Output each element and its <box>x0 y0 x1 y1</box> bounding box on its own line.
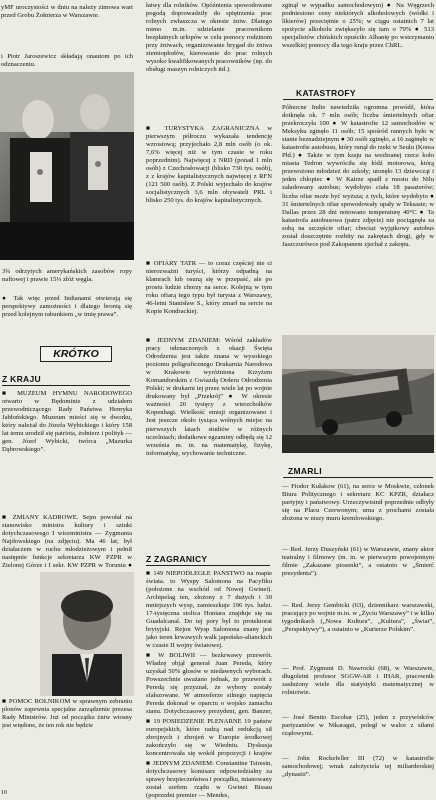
section-z-zagranicy: Z ZAGRANICY <box>146 554 208 564</box>
col2-item-posiedzenie: ■ 19 POSIEDZENIE PLENARNE 19 państw europejskich, które radzą nad redukcją sił zbrojnych i zbrojeń w Europie środkowej zakończyło się w Wiedniu. Dyskusja koncentrowała się wokół propozycji i krajów <box>146 718 272 758</box>
col3-zmarli-4: — Prof. Zygmunt D. Nawrocki (68), w Warszawie, długoletni profesor SGGW-AR i IHAR, pracownik zasłużony wiele dla statystyki matematycznej w rolnictwie. <box>282 665 434 697</box>
rule-z-zagranicy <box>146 565 270 566</box>
col2-item-boliwia: ■ W BOLIWII — bezkrwawy przewrót. Władzę objął generał Juan Pereda, który uzyskał 50% głosów w niedawnych wyborach. Powszechnie uważano jednak, że przewrót z Peredą się przyznał, że wybory zostały sfałszowane. W atmosferze silnego napięcia Pereda dokonał w oparciu o wojsko zamachu stanu. Dotychczasowy prezydent, gen. Banzer, <box>146 652 272 716</box>
krotko-box <box>40 346 112 362</box>
section-katastrofy: KATASTROFY <box>296 88 356 98</box>
col2-item-jednym2: ■ JEDNYM ZDANIEM: Constantine Tsiresin, dotychczasowy komisarz odpowiedzialny za sprawy bezpieczeństwa i porządku, mianowany został szefem rządu w Gwinei Bissau (poprzedni premier — Mendes, <box>146 760 272 800</box>
col2-top: łatwy dla rolników. Opóźnienia spowodowane pogodą doprowadziły do spiętrzenia prac rolnych zwłaszcza w okresie żniw. Dlatego mimo m.in. udzielanie pracownikom bezpłatnych urlopów w celu pomocy rodzinom przy żniwach, organizowanie brygad do żniwa ziemiopłodów, kierowanie do prac rolnych wysoko kwalifikowanych pracowników (np. do obsługi maszyn rolniczych itd.). <box>146 2 272 74</box>
col3-zmarli-2: — Red. Jerzy Duszyński (61) w Warszawie, znany aktor teatralny i filmowy (m. in. w pierwszym powojennym filmie „Zakazane piosenki”, a ostatnio w „Śmierć prezydenta”). <box>282 546 434 578</box>
col3-katastrofy-text: Północne Indie nawiedziła ogromna powódź, która dotknęła ok. 7 mln osób; liczba śmiertelnych ofiar przekroczyła 100 ● W katastrofie 12 samochodów w Meksyku zginęło 11 osób; 15 spośród rannych było w stanie beznadziejnym ● 30 osób zginęło, a 16 zaginęło w katastrofie autobusu, który runął do rzeki w Seulu (Korea Płd.) ● Także w tym kraju na wezbranej rzece koło miasta Tedron wywróciła się łódź motorowa, którą przewożono młodzież do szkoły; utonęło 13 dziewcząt i jeden chłopiec ● W Kairze spadł z mostu do Nilu załadowany autobus; wydobyto ciała 18 pasażerów; liczba ofiar może być wyższa; z tych, które wydobyto ● 31 śmiertelnych ofiar spowodowały upały w Teksasie; w Dallas przez 28 dni notowano temperaturę 40°C ● Ta katastrofa autobusowa (patrz zdjęcie) nie pociągnęła za sobą na szczęście ofiar; chociaż wyjątkowy autobus został doszczętnie rozbity na zakrętach drogi, gdy w Jaszczurówce pod Zakopanem zjechał z zakrętu. <box>282 104 434 248</box>
photo-caption: i Piotr Jaroszewicz składają onautom po ich odznaczeniu. <box>1 53 133 69</box>
photo-ceremony <box>0 72 134 260</box>
col2-item-turystyka: ■ TURYSTYKA ZAGRANICZNA w pierwszym półroczu wykazała tendencję wzrostową; przyjechało 2,8 mln osób (o ok. 7,6% więcej niż w tym czasie w roku poprzednim). Najwięcej z NRD (ponad 1 mln osób) z Czechosłowacji (blisko 730 tys. osób), z z krajów kapitalistycznych najwięcej z RFN (121 500 osób). Z Polski wyjechało do krajów socjalistycznych 3,6 mln obywateli PRL i blisko 250 tys. do krajów kapitalistycznych. <box>146 125 272 205</box>
col1-para3: ● Tak więc przed Indianami otwierają się perspektywy zamożności i dlatego bronią się przed kolejnym rabunkiem „w imię prawa”. <box>2 295 132 319</box>
col3-zmarli-3: — Red. Jerzy Gembicki (63), dziennikarz warszawski, pracujący po wojnie m.in. w „Życiu Warszawy” i w kilku tygodnikach („Nowa Kultura”, „Kultura”, „Świat”, „Perspektywy”), a ostatnio w „Kurierze Polskim”. <box>282 602 434 634</box>
photo-ceremony-image <box>0 72 134 260</box>
col1-intro: yMF uroczystości w dniu na należy zimowa wart przed Grobu Żołnierza w Warszawie. <box>1 4 133 20</box>
col1-para2: 3¾ odrzytych amerykańskich zasobów ropy naftowej i prawie 15⅓ złóż węgla. <box>2 268 132 284</box>
photo-bus-accident <box>282 335 434 453</box>
col2-item-wyspy: ■ 149 NIEPODLEGŁE PAŃSTWO na mapie świata. to Wyspy Salomona na Pacyfiku (położone na wschód od Nowej Gwinei). Archipelag ten, złożony z 7 dużych i 30 mniejszych wysp, zamieszkuje 196 tys. ludzi. 17-tysięczna stolica Honiara znajduje się na Guadalcanal. Do tej pory był to protektorat brytyjski. Rejon Wysp Salomona znany jest jako teren krwawych walk japońsko-alianckich w czasie II wojny światowej. <box>146 570 272 650</box>
col1-item-zmiany-a: ■ ZMIANY KADROWE. Sejm powołał na stanowisko ministra kultury i sztuki dotychczasowego I wiceministra — Zygmunta Najdowskiego (na zdjęciu). Ma 46 lat; był działaczem w ruchu młodzieżowym i pełnił następnie funkcje sekretarza KW PZPR w Zielonej Górze i I sekr. KW PZPR w Toruniu ● <box>2 514 132 570</box>
rule-katastrofy <box>283 99 433 100</box>
col1-item-zmiany-b: ■ POMOC ROLNIKOM w sprawnym zebraniu plonów zapewnia specjalne zarządzenie prezesa Rady Ministrów. Już od początku żniw wiosny jest więdone, że ten rok nie będzie <box>2 698 132 730</box>
col1-item-muzeum: ■ MUZEUM HYMNU NARODOWEGO otwarto w Będominie z udziałem przewodniczącego Rady Państwa Henryka Jabłońskiego. Muzeum mieści się w dworku, który należał do Józefa Wybickiego i który 158 lat temu urodził się patriota, żołnierz i polityk — gen. Józef Wybicki, twórca „Mazurka Dąbrowskiego”. <box>2 390 132 454</box>
rule-zmarli <box>283 477 433 478</box>
krotko-title: KRÓTKO <box>53 348 99 360</box>
col3-top: zginął w wypadku samochodowym) ● Na Węgrzech podniesiono ceny niektórych alkoholowych (wódki i likierów) przeciętnie o 25%; w ciągu ostatnich 7 lat spożycie alkoholu zwiększyło się tam o 79% ● 513 specjalistów chińskich opuściło Albanię po wstrzymaniu wszelkiej pomocy dla tego kraju przez ChRL. <box>282 2 434 50</box>
section-zmarli: ZMARLI <box>288 466 322 476</box>
portrait-image <box>40 572 134 696</box>
section-z-kraju: Z KRAJU <box>2 374 41 384</box>
col3-zmarli-6: — John Rockefeller III (72) w katastrofie samochodowej; wnuk założyciela tej miliarderskiej „dynastii”. <box>282 755 434 779</box>
rule-z-kraju <box>2 385 130 386</box>
page-number: 10 <box>1 790 7 796</box>
col2-item-jednym: ■ JEDNYM ZDANIEM: Wśród zakładów pracy odznaczonych z okazji Święta Odrodzenia jest także znana w wysokiego poziomu poligraficznego Drukarnia Narodowa w Krakowie wyróżniona Krzyżem Komandorskim z Gwiazdą Orderu Odrodzenia Polski; w drukarni tej przez wiele lat po wojnie drukowany był „Przekrój” ● W okresie ważności 20 tysięcy z wierzchołków Kopenhagi. Wielkość emisji organizowano i Jest jeszcze około tysiąca wolnych miejsc na pierwszych latach studiów w różnych uczelniach; dodatkowe egzaminy odbędą się 12 września m. in. na matematykę, fizykę, informatykę, wychowanie techniczne. <box>146 337 272 457</box>
col2-item-ofiary: ■ OFIARY TATR — to coraz częściej nie ci nierozważni turyści, którzy odpadną na klamrach lub osuną się w przepaść, ale po prostu ludzie chorzy na serce. Kolejną w tym roku ofiarą tego typu był turysta z Warszawy, 46-letni Stanisław S., który zmarł na sercie na Kopie Kondrackiej. <box>146 260 272 316</box>
col3-zmarli-1: — Fiodor Kułakow (61), na serce w Moskwie, członek Biura Politycznego i sekretarz KC KPZR, działacz partyjny i państwowy. Urzeczywistnił poprzednie odbyły się na Placu Czerwonym; urna z prochami została złożona w niszy muru kremlowskiego. <box>282 483 434 523</box>
bus-accident-image <box>282 335 434 453</box>
col3-zmarli-5: — José Benito Escobar (25), jeden z przywódców partyzantów w Nikaragui, poległ w walce z siłami rządowymi. <box>282 714 434 738</box>
photo-najdowski <box>40 572 134 696</box>
